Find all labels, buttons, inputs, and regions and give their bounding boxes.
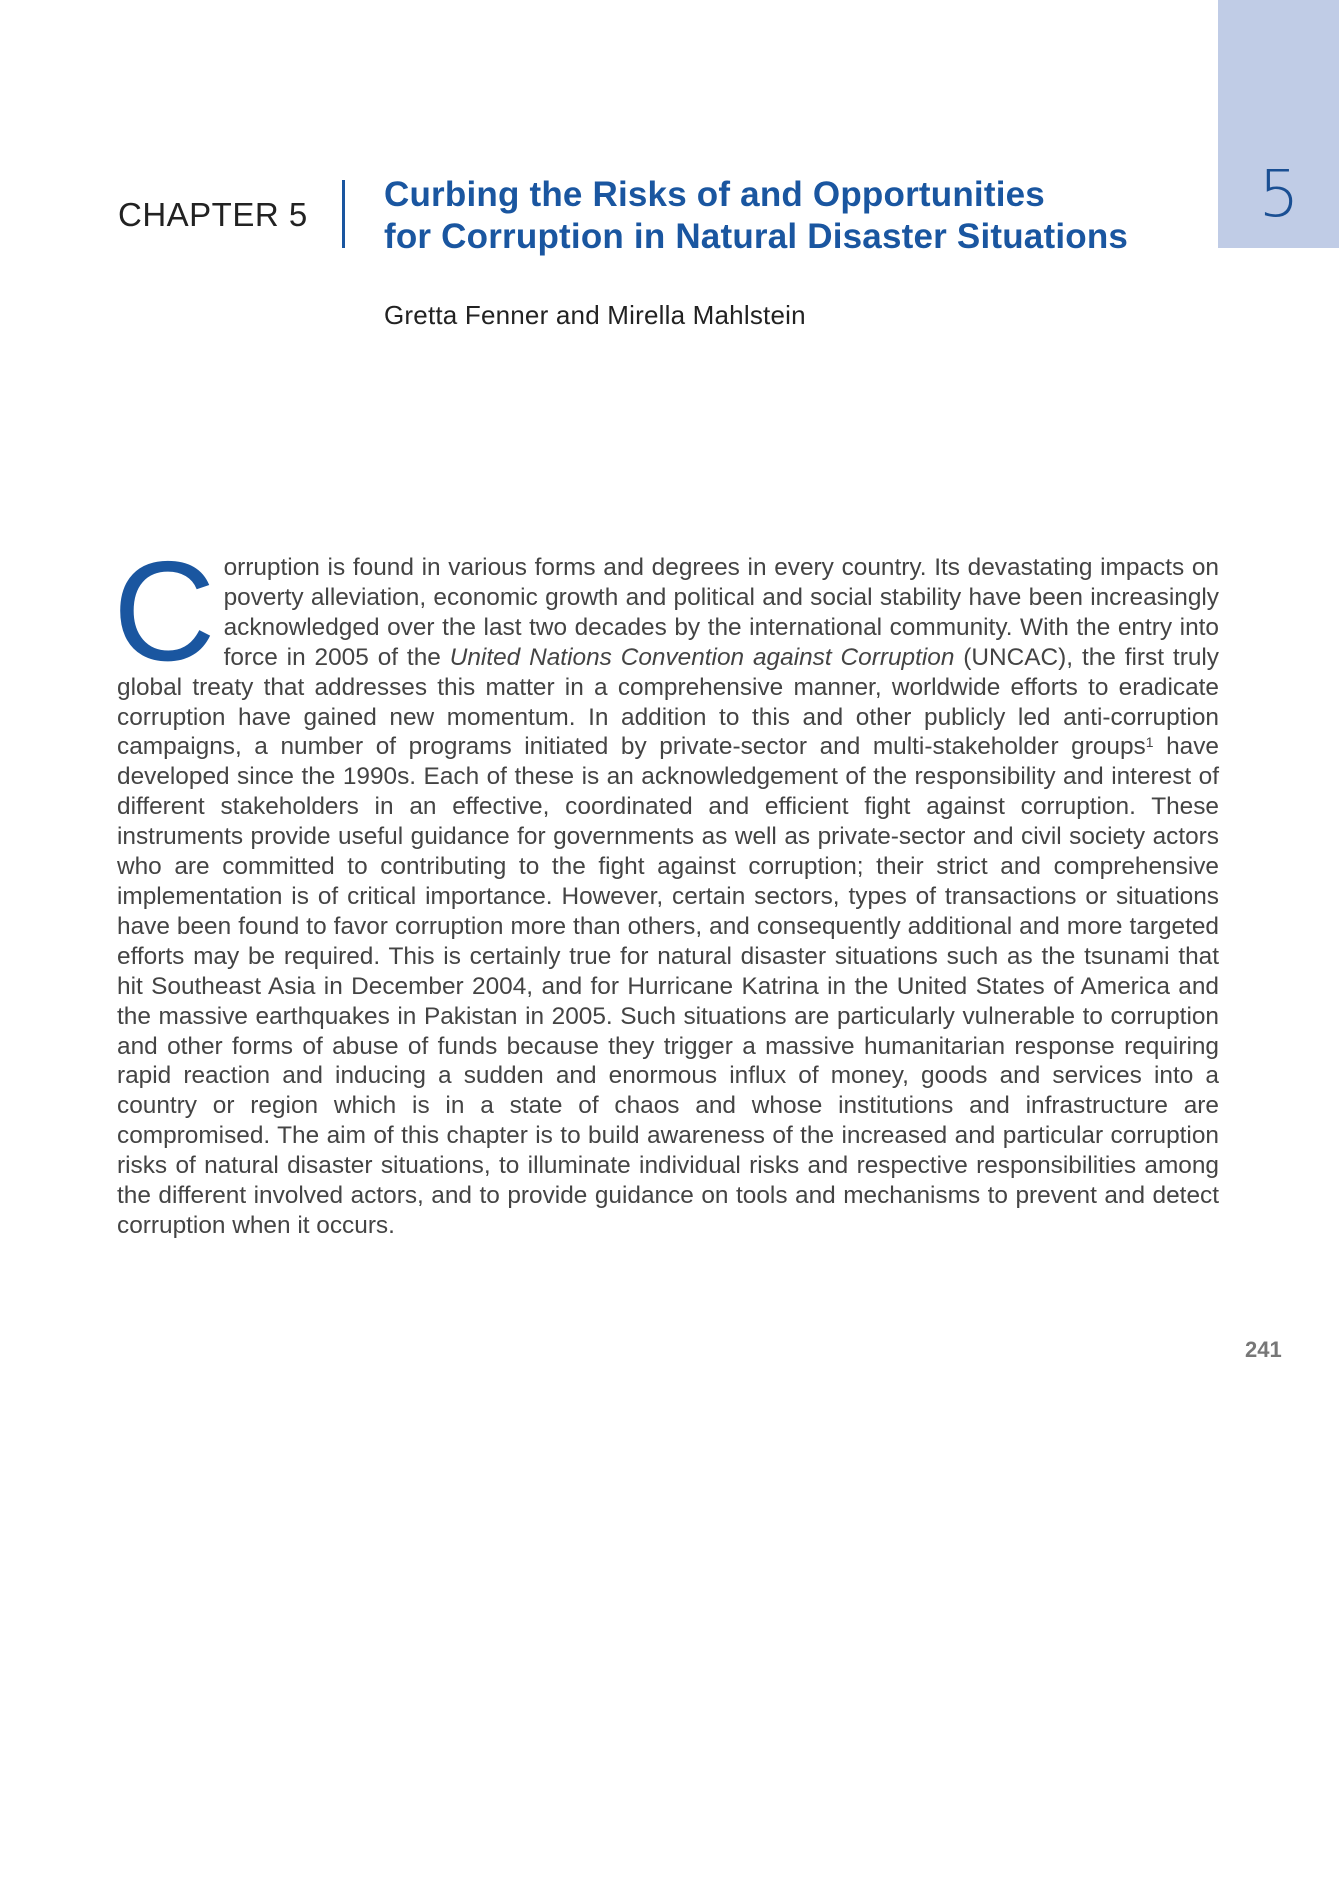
body-text-segment-3: have developed since the 1990s. Each of these is an acknowledgement of the responsibility and interest of different stakeholders in an effective, coordinated and efficient fight against corruption. These instruments provide useful guidance for governments as well as private-sector and civil society actors who are committed to contributing to the fight against corruption; their strict and comprehensive implementation is of critical importance. However, certain sectors, types of transactions or situations have been found to favor corruption more than others, and consequently additional and more targeted efforts may be required. This is certainly true for natural disaster situations such as the tsunami that hit Southeast Asia in December 2004, and for Hurricane Katrina in the United States of America and the massive earthquakes in Pakistan in 2005. Such situations are particularly vulnerable to corruption and other forms of abuse of funds because they trigger a massive humanitarian response requiring rapid reaction and inducing a sudden and enormous influx of money, goods and services into a country or region which is in a state of chaos and whose institutions and infrastructure are compromised. The aim of this chapter is to build awareness of the increased and particular corruption risks of natural disaster situations, to illuminate individual risks and respective responsibilities among the different involved actors, and to provide guidance on tools and mechanisms to prevent and detect corruption when it occurs. xyxy=(117,733,1220,1239)
footnote-ref[interactable]: 1 xyxy=(1145,734,1154,751)
chapter-label: CHAPTER 5 xyxy=(118,196,308,233)
chapter-tab xyxy=(1218,0,1339,248)
heading-divider xyxy=(342,180,345,248)
chapter-title-line-2: for Corruption in Natural Disaster Situations xyxy=(384,217,1129,256)
drop-cap: C xyxy=(113,532,216,691)
chapter-title xyxy=(384,174,1128,258)
page-number: 241 xyxy=(1245,1337,1282,1362)
uncac-title: United Nations Convention against Corruption xyxy=(449,643,955,671)
body-paragraph xyxy=(113,532,1220,1241)
chapter-tab-number: 5 xyxy=(1258,158,1299,232)
chapter-title-line-1: Curbing the Risks of and Opportunities xyxy=(384,175,1045,214)
chapter-authors: Gretta Fenner and Mirella Mahlstein xyxy=(384,300,806,330)
body-text-segment-2: (UNCAC), the first truly global treaty that addresses this matter in a comprehensive manner, worldwide efforts to eradicate corruption have gained new momentum. In addition to this and other publicly led anti-corruption campaigns, a number of programs initiated by private-sector and multi-stakeholder groups xyxy=(117,643,1219,761)
body-text-segment-1: orruption is found in various forms and degrees in every country. Its devastating impacts on poverty alleviation, economic growth and political and social stability have been increasingly acknowledged over the last two decades by the international community. With the entry into force in 2005 of the xyxy=(223,554,1219,671)
